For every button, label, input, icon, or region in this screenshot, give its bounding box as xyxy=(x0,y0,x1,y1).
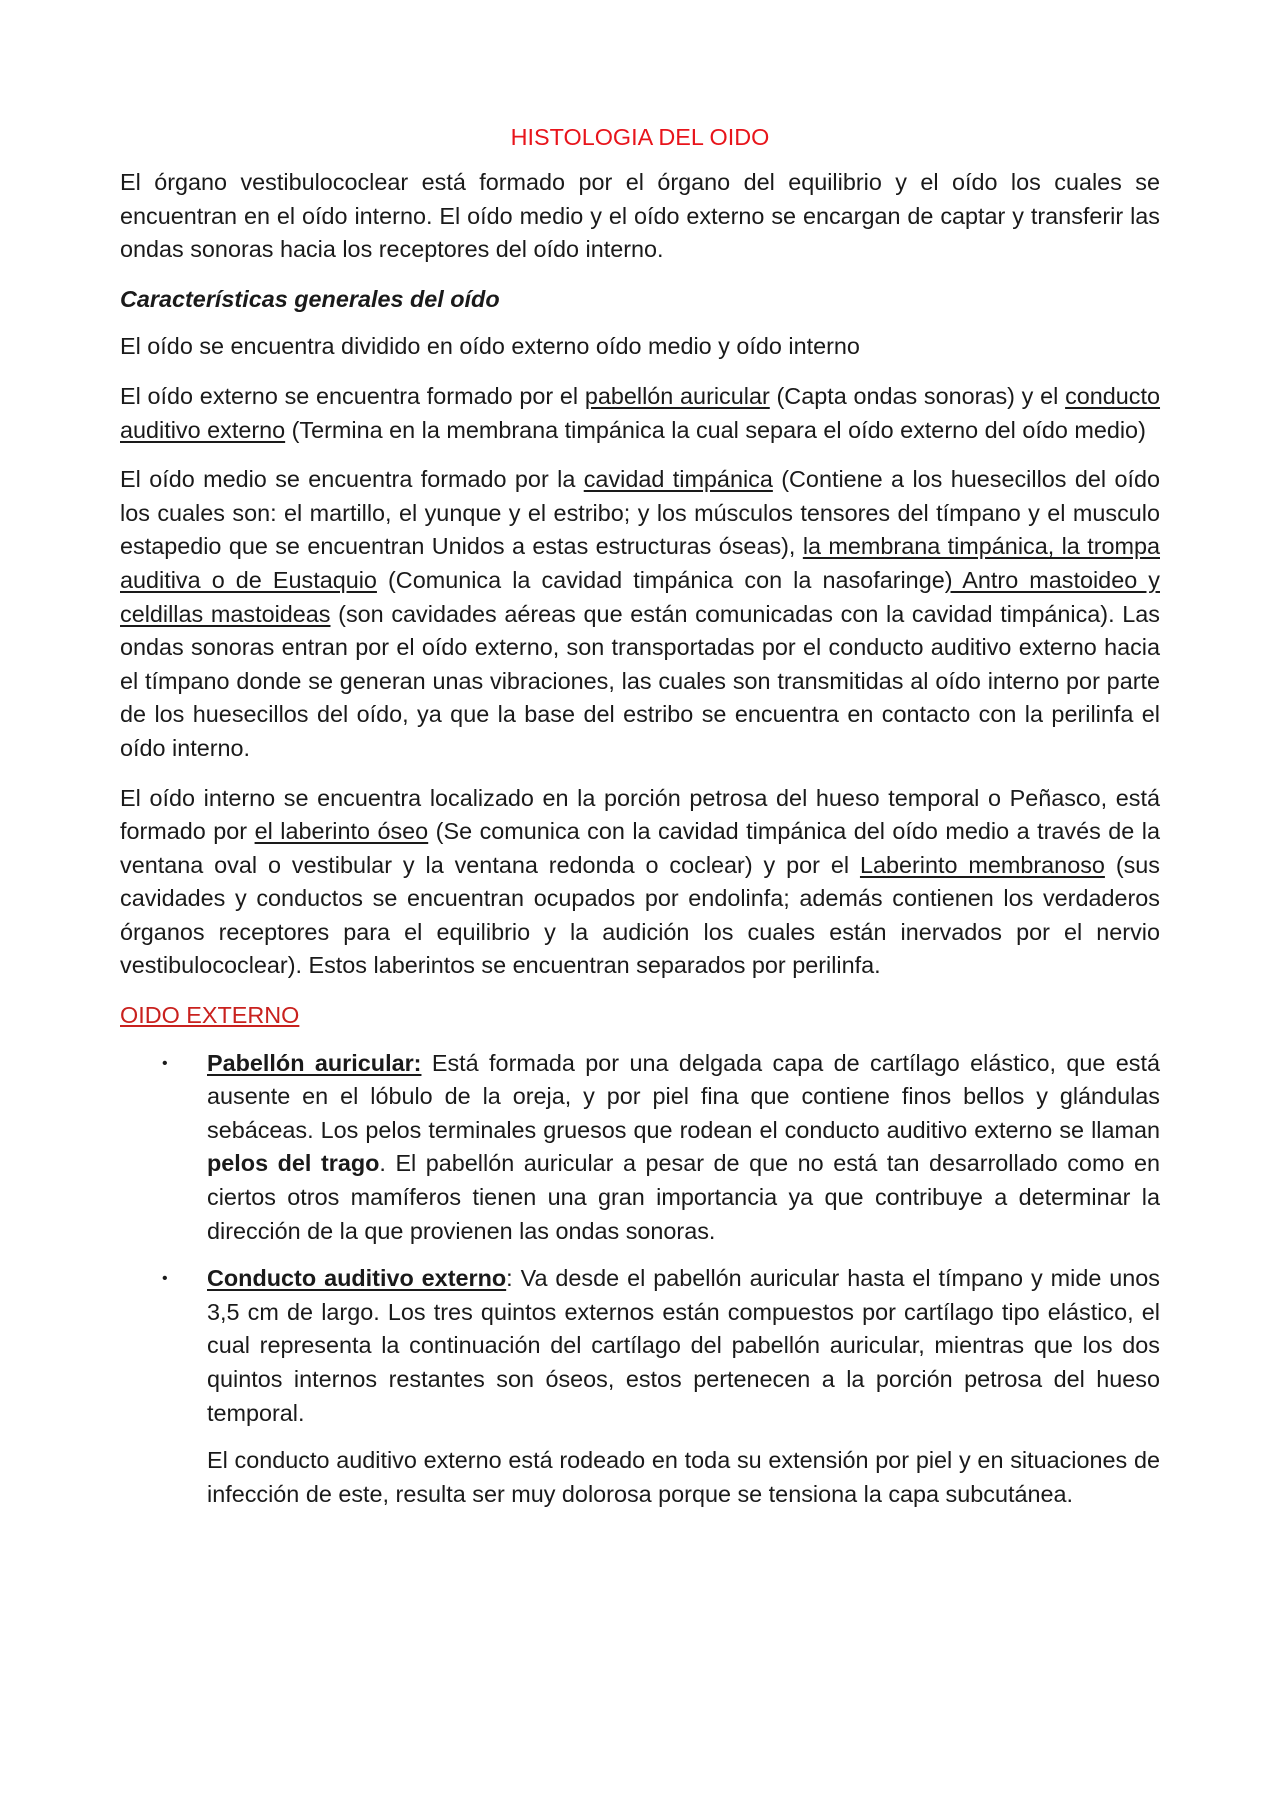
term-laberinto-oseo: el laberinto óseo xyxy=(254,818,429,845)
term-conducto-auditivo-heading: Conducto auditivo externo xyxy=(207,1265,507,1292)
section-heading-oido-externo: OIDO EXTERNO xyxy=(120,1002,300,1029)
text-run: (Contiene a los huesecillos del oído los cuales son: el martillo, el yunque y el estribo; y los músculos tensores del tímpano y el musculo estapedio que se encuentran Unidos a estas estructuras óseas), xyxy=(120,466,1160,560)
oido-interno-paragraph xyxy=(120,782,1160,984)
text-run: (son cavidades aéreas que están comunicadas con la cavidad timpánica). Las ondas sonoras entran por el oído externo, son transportadas por el conducto auditivo externo hacia el tímpano donde se generan unas vibraciones, las cuales son transmitidas al oído interno por parte de los huesecillos del oído, ya que la base del estribo se encuentra en contacto con la perilinfa el oído interno. xyxy=(120,600,1160,761)
text-run: Está formada por una delgada capa de cartílago elástico, que está ausente en el lóbulo de la oreja, y por piel fina que contiene finos bellos y glándulas sebáceas. Los pelos terminales gruesos que rodean el conducto auditivo externo se llaman xyxy=(207,1049,1160,1143)
conducto-extra-paragraph: El conducto auditivo externo está rodeado en toda su extensión por piel y en situaciones de infección de este, resulta ser muy dolorosa porque se tensiona la capa subcutánea. xyxy=(207,1447,1160,1507)
oido-medio-paragraph xyxy=(120,463,1160,765)
term-cavidad-timpanica: cavidad timpánica xyxy=(583,466,773,493)
term-conducto-auditivo-externo: conducto auditivo externo xyxy=(120,382,1161,443)
intro-paragraph: El órgano vestibulococlear está formado por el órgano del equilibrio y el oído los cuales se encuentran en el oído interno. El oído medio y el oído externo se encargan de captar y transferir las ondas sonoras hacia los receptores del oído interno. xyxy=(120,169,1160,263)
text-run: (Comunica la cavidad timpánica con la nasofaringe xyxy=(376,566,945,593)
bullet-icon: • xyxy=(162,1270,168,1288)
term-antro-mastoideo: ) Antro mastoideo y celdillas mastoideas xyxy=(120,566,1160,627)
term-laberinto-membranoso: Laberinto membranoso xyxy=(859,851,1105,878)
term-pabellon-auricular: pabellón auricular xyxy=(584,382,770,409)
text-run: (Se comunica con la cavidad timpánica del oído medio a través de la ventana oval o vestibular y la ventana redonda o coclear) y por el xyxy=(120,818,1160,878)
text-run: El oído medio se encuentra formado por la xyxy=(120,466,584,493)
bullet-list xyxy=(120,1047,1160,1431)
text-run: (Capta ondas sonoras) y el xyxy=(769,382,1066,409)
text-run: . El pabellón auricular a pesar de que no está tan desarrollado como en ciertos otros mamíferos tienen una gran importancia ya que contribuye a determinar la dirección de la que provienen las ondas sonoras. xyxy=(207,1150,1160,1244)
term-membrana-trompa: la membrana timpánica, la trompa auditiva o de Eustaquio xyxy=(120,533,1160,593)
division-paragraph: El oído se encuentra dividido en oído externo oído medio y oído interno xyxy=(120,333,860,360)
list-item xyxy=(120,1047,1160,1249)
document-title: HISTOLOGIA DEL OIDO xyxy=(510,124,770,150)
oido-externo-paragraph xyxy=(120,380,1160,447)
list-item xyxy=(120,1262,1160,1430)
text-run: (sus cavidades y conductos se encuentran ocupados por endolinfa; además contienen los verdaderos órganos receptores para el equilibrio y la audición los cuales están inervados por el nervio vestibulococlear). Estos laberintos se encuentran separados por perilinfa. xyxy=(120,851,1161,979)
text-run: (Termina en la membrana timpánica la cual separa el oído externo del oído medio) xyxy=(285,416,1146,443)
text-run: : Va desde el pabellón auricular hasta el tímpano y mide unos 3,5 cm de largo. Los tres quintos externos están compuestos por cartílago tipo elástico, el cual representa la continuación del cartílago del pabellón auricular, mientras que los dos quintos internos restantes son óseos, estos pertenecen a la porción petrosa del hueso temporal. xyxy=(207,1265,1160,1426)
text-run: El oído externo se encuentra formado por el xyxy=(120,382,585,409)
text-run: El oído interno se encuentra localizado en la porción petrosa del hueso temporal o Peñasco, está formado por xyxy=(120,784,1160,845)
subheading-caracteristicas: Características generales del oído xyxy=(120,285,500,312)
term-pabellon-auricular-heading: Pabellón auricular: xyxy=(207,1049,422,1076)
term-pelos-del-trago: pelos del trago xyxy=(207,1150,380,1177)
bullet-icon: • xyxy=(162,1054,168,1072)
